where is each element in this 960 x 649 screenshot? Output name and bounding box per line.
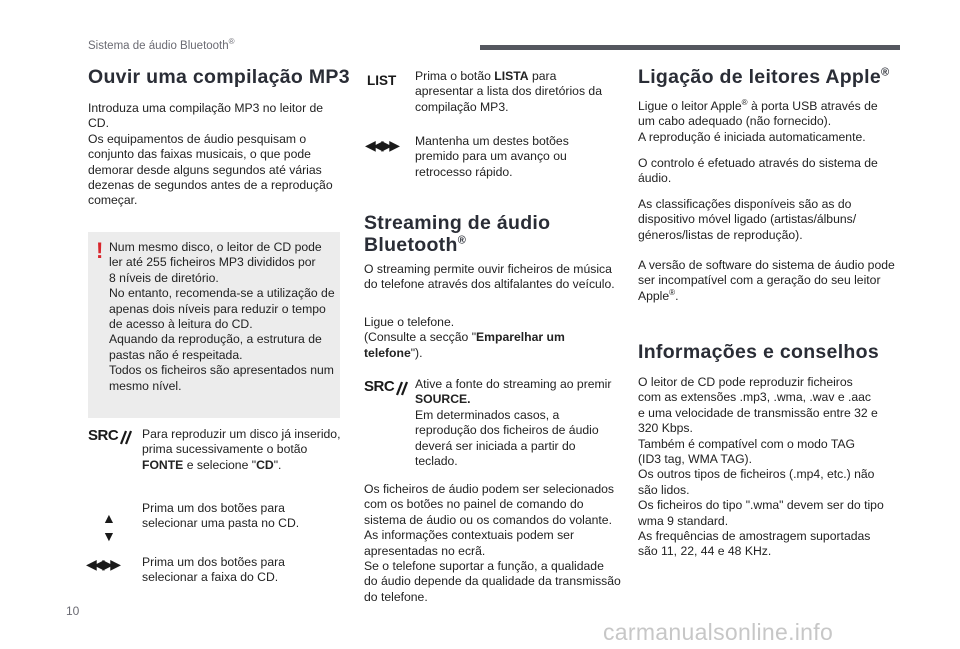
text-line: (ID3 tag, WMA TAG). xyxy=(638,452,752,467)
text-line: géneros/listas de reprodução). xyxy=(638,227,803,242)
heading-line xyxy=(364,234,550,256)
src-instructions xyxy=(142,427,347,473)
text-line: e uma velocidade de transmissão entre 32 e xyxy=(638,405,878,420)
text-line: teclado. xyxy=(415,454,458,469)
text-line: de acesso à leitura do CD. xyxy=(109,317,253,332)
text-line: Aquando da reprodução, a estrutura de xyxy=(109,332,322,347)
text-line: Os ficheiros de áudio podem ser selecionados xyxy=(364,482,614,496)
text-line: Para reproduzir um disco já inserido, xyxy=(142,427,341,441)
info-text xyxy=(638,375,903,560)
src-button-icon xyxy=(364,379,408,399)
text-line: Os ficheiros do tipo ".wma" devem ser do tipo xyxy=(638,498,884,513)
text-line: retrocesso rápido. xyxy=(415,164,513,179)
registered-mark: ® xyxy=(741,97,748,107)
text-line: 320 Kbps. xyxy=(638,421,693,436)
text-line: Os outros tipos de ficheiros (.mp4, etc.) não xyxy=(638,467,875,482)
text-span: Prima o botão xyxy=(415,69,495,83)
heading-apple xyxy=(638,66,889,88)
src-label: SRC xyxy=(88,427,119,444)
text-line: As classificações disponíveis são as do xyxy=(638,197,852,211)
registered-mark: ® xyxy=(457,234,467,247)
text-line: O controlo é efetuado através do sistema de xyxy=(638,156,878,170)
text-line: conjunto das faixas musicais, o que pode xyxy=(88,147,311,162)
text-line: Ative a fonte do streaming ao premir xyxy=(415,377,612,391)
fonte-label: FONTE xyxy=(142,457,184,472)
text-line: do telefone através dos altifalantes do veículo. xyxy=(364,277,615,292)
text-line xyxy=(638,99,903,114)
text-line: ser incompatível com a geração do seu leitor xyxy=(638,273,881,288)
text-line xyxy=(364,330,624,345)
text-line: selecionar a faixa do CD. xyxy=(142,570,279,585)
text-line: prima sucessivamente o botão xyxy=(142,442,308,457)
text-line: As informações contextuais podem ser xyxy=(364,528,574,543)
cd-label: CD xyxy=(256,457,274,472)
text-line: começar. xyxy=(88,193,138,208)
text-line: são lidos. xyxy=(638,482,690,497)
text-line: Prima um dos botões para xyxy=(142,501,285,515)
src-label: SRC xyxy=(364,378,395,395)
apple-classification-text xyxy=(638,197,903,243)
text-span: Bluetooth xyxy=(364,234,458,256)
heading-info: Informações e conselhos xyxy=(638,341,879,363)
warning-text xyxy=(109,240,341,394)
apple-control-text xyxy=(638,156,903,187)
text-line: dispositivo móvel ligado (artistas/álbuns/ xyxy=(638,212,857,227)
text-span: (Consulte a secção " xyxy=(364,330,477,345)
text-line: do áudio depende da qualidade da transmissão xyxy=(364,574,621,589)
text-line: Em determinados casos, a xyxy=(415,407,560,422)
text-line: mesmo nível. xyxy=(109,378,182,393)
text-line: Mantenha um destes botões xyxy=(415,134,569,148)
text-span: à porta USB através de xyxy=(747,99,878,113)
text-line: A reprodução é iniciada automaticamente. xyxy=(638,129,866,144)
header-bar xyxy=(480,45,900,50)
streaming-intro xyxy=(364,262,624,293)
source-label: SOURCE. xyxy=(415,392,471,407)
text-line xyxy=(364,346,624,361)
text-span: "). xyxy=(410,345,423,360)
list-button-icon: LIST xyxy=(367,73,397,88)
heading-streaming xyxy=(364,212,550,256)
seek-arrows-icon: ◀◀ ▶▶ xyxy=(365,137,397,153)
text-line: apresentar a lista dos diretórios da xyxy=(415,84,602,99)
src-slash-icon xyxy=(394,380,410,396)
apple-software-text xyxy=(638,258,903,304)
warning-icon: ! xyxy=(96,238,104,263)
text-span: e selecione " xyxy=(183,457,257,472)
text-line: áudio. xyxy=(638,171,672,186)
folder-select-text xyxy=(142,501,347,532)
registered-mark: ® xyxy=(669,287,676,297)
apple-connect-text xyxy=(638,99,903,145)
text-line: wma 9 standard. xyxy=(638,513,729,528)
pairing-link-label: Emparelhar um xyxy=(476,330,565,345)
section-header: Sistema de áudio Bluetooth® xyxy=(88,37,235,52)
heading-line: Streaming de áudio xyxy=(364,212,551,234)
text-span: para xyxy=(528,69,557,83)
text-line: do telefone. xyxy=(364,589,428,604)
text-line: apresentadas no ecrã. xyxy=(364,543,486,558)
text-line: Os equipamentos de áudio pesquisam o xyxy=(88,131,307,146)
text-line xyxy=(638,289,903,304)
text-line: um cabo adequado (não fornecido). xyxy=(638,114,832,129)
text-line: A versão de software do sistema de áudio pode xyxy=(638,258,895,272)
text-span: Ligue o leitor Apple xyxy=(638,99,742,113)
text-line: Introduza uma compilação MP3 no leitor de xyxy=(88,101,324,115)
src-streaming-text xyxy=(415,377,625,469)
text-line: são 11, 22, 44 e 48 KHz. xyxy=(638,544,772,559)
fast-seek-text xyxy=(415,134,620,180)
page-number: 10 xyxy=(66,604,80,618)
text-line: sistema de áudio ou os comandos do volante. xyxy=(364,512,612,527)
text-line: dezenas de segundos antes de a reprodução xyxy=(88,178,333,193)
pairing-link-label: telefone xyxy=(364,345,411,360)
src-slash-icon xyxy=(118,429,134,445)
text-span: . xyxy=(675,288,679,303)
text-line: No entanto, recomenda-se a utilização de xyxy=(109,286,335,301)
text-span: Ligação de leitores Apple xyxy=(638,66,882,88)
mp3-intro xyxy=(88,101,348,209)
text-line: deverá ser iniciada a partir do xyxy=(415,438,576,453)
text-line: selecionar uma pasta no CD. xyxy=(142,516,300,531)
audio-files-text xyxy=(364,482,626,605)
text-line xyxy=(415,69,620,84)
text-line: O leitor de CD pode reproduzir ficheiros xyxy=(638,375,853,389)
text-line: O streaming permite ouvir ficheiros de música xyxy=(364,262,612,276)
text-line: premido para um avanço ou xyxy=(415,149,567,164)
text-line: Todos os ficheiros são apresentados num xyxy=(109,363,334,378)
watermark: carmanualsonline.info xyxy=(603,619,834,645)
text-line xyxy=(415,392,625,407)
text-line: Se o telefone suportar a função, a qualidade xyxy=(364,559,604,574)
text-span: ". xyxy=(273,457,282,472)
seek-arrows-icon: ◀◀ ▶▶ xyxy=(86,556,118,572)
text-line: demorar desde alguns segundos até várias xyxy=(88,162,322,177)
text-line xyxy=(142,458,347,473)
list-instructions xyxy=(415,69,620,115)
text-line: Num mesmo disco, o leitor de CD pode xyxy=(109,240,322,254)
text-line: Prima um dos botões para xyxy=(142,555,285,569)
track-select-text xyxy=(142,555,347,586)
src-button-icon xyxy=(88,428,132,448)
text-line: Também é compatível com o modo TAG xyxy=(638,436,855,451)
down-arrow-icon: ▼ xyxy=(102,528,116,544)
text-line: compilação MP3. xyxy=(415,99,509,114)
text-line: ler até 255 ficheiros MP3 divididos por xyxy=(109,255,316,270)
text-line: 8 níveis de diretório. xyxy=(109,270,219,285)
up-arrow-icon: ▲ xyxy=(102,510,116,526)
text-span: Apple xyxy=(638,288,670,303)
text-line: Ligue o telefone. xyxy=(364,315,455,329)
text-line: As frequências de amostragem suportadas xyxy=(638,529,871,544)
text-line: com os botões no painel de comando do xyxy=(364,497,584,512)
registered-mark: ® xyxy=(881,66,890,79)
link-phone-text xyxy=(364,315,624,361)
text-line: pastas não é respeitada. xyxy=(109,347,243,362)
text-line: CD. xyxy=(88,116,109,131)
lista-label: LISTA xyxy=(494,69,529,83)
text-line: apenas dois níveis para reduzir o tempo xyxy=(109,301,326,316)
heading-mp3: Ouvir uma compilação MP3 xyxy=(88,66,350,88)
text-line: com as extensões .mp3, .wma, .wav e .aac xyxy=(638,390,872,405)
text-line: reprodução dos ficheiros de áudio xyxy=(415,423,599,438)
